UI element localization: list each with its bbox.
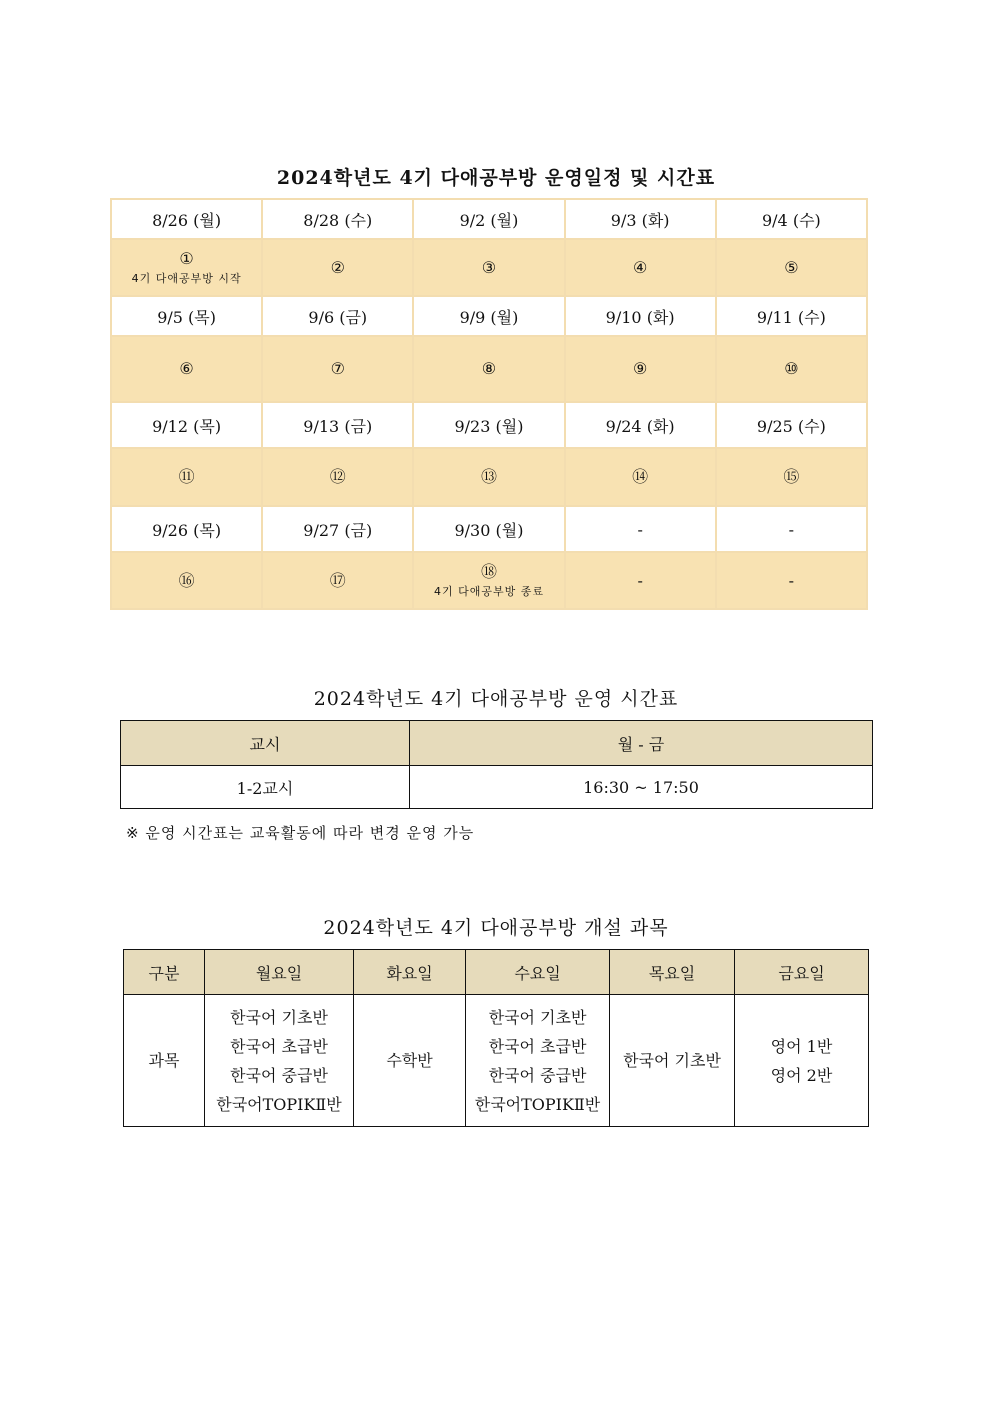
session-row: [111, 448, 867, 506]
date-cell: 9/25 (수): [716, 402, 867, 448]
course-header: 화요일: [354, 950, 466, 995]
session-number: ⑮: [783, 467, 800, 486]
course-cell-thursday: [610, 995, 735, 1127]
course-header: 수요일: [466, 950, 610, 995]
course-item: 한국어 초급반: [488, 1036, 587, 1056]
session-number: ⑫: [329, 467, 346, 486]
course-item: 한국어 기초반: [230, 1007, 328, 1027]
date-cell: -: [565, 506, 716, 552]
session-row: [111, 239, 867, 296]
date-cell: 8/26 (월): [111, 199, 262, 239]
date-cell: 9/6 (금): [262, 296, 413, 336]
timetable-cell: 16:30 ~ 17:50: [410, 766, 873, 809]
session-number: ⑧: [481, 359, 497, 378]
courses-title: 2024학년도 4기 다애공부방 개설 과목: [323, 917, 669, 939]
date-cell: 9/12 (목): [111, 402, 262, 448]
schedule-table: [110, 198, 868, 610]
date-row: [111, 199, 867, 239]
date-cell: 9/5 (목): [111, 296, 262, 336]
date-cell: 8/28 (수): [262, 199, 413, 239]
session-number: ⑩: [784, 359, 799, 378]
date-cell: 9/26 (목): [111, 506, 262, 552]
date-cell: 9/9 (월): [413, 296, 564, 336]
session-note: 4기 다애공부방 시작: [131, 271, 242, 285]
session-number: ⑥: [179, 359, 194, 378]
schedule-title: 2024학년도 4기 다애공부방 운영일정 및 시간표: [276, 167, 716, 189]
session-number: ⑬: [480, 467, 497, 486]
date-cell: 9/13 (금): [262, 402, 413, 448]
timetable-title: 2024학년도 4기 다애공부방 운영 시간표: [313, 688, 679, 710]
courses-table: [123, 949, 869, 1127]
timetable-footnote: ※ 운영 시간표는 교육활동에 따라 변경 운영 가능: [126, 824, 475, 842]
date-cell: 9/24 (화): [565, 402, 716, 448]
session-cell: [716, 336, 867, 402]
course-item: 한국어TOPIKⅡ반: [216, 1094, 342, 1114]
session-number: ⑯: [178, 570, 195, 590]
timetable-table: [120, 720, 873, 809]
session-number: -: [637, 570, 643, 590]
course-header: 월요일: [205, 950, 354, 995]
course-cell-wednesday: [466, 995, 610, 1127]
course-item: 영어 2반: [770, 1065, 833, 1085]
session-cell: [716, 552, 867, 609]
course-cell-monday: [205, 995, 354, 1127]
date-row: [111, 506, 867, 552]
session-cell: [262, 336, 413, 402]
course-item: 한국어 기초반: [623, 1051, 721, 1070]
session-cell: [262, 448, 413, 506]
session-number: ⑰: [329, 570, 346, 590]
course-item: 한국어 중급반: [230, 1065, 328, 1085]
course-item: 한국어 기초반: [488, 1007, 587, 1027]
session-number: ④: [632, 257, 648, 277]
course-item: 영어 1반: [770, 1036, 833, 1056]
session-cell: [111, 336, 262, 402]
course-cell-tuesday: [354, 995, 466, 1127]
session-number: ⑪: [178, 467, 195, 486]
session-cell: [413, 239, 564, 296]
session-row: [111, 336, 867, 402]
session-cell: [262, 552, 413, 609]
session-cell: [111, 552, 262, 609]
timetable-cell: 1-2교시: [121, 766, 410, 809]
session-cell: [262, 239, 413, 296]
session-number: ⑨: [632, 359, 648, 378]
date-cell: 9/11 (수): [716, 296, 867, 336]
date-cell: 9/3 (화): [565, 199, 716, 239]
session-number: -: [788, 570, 795, 590]
session-cell: [565, 336, 716, 402]
session-number: ⑦: [330, 359, 345, 378]
course-item: 한국어 중급반: [488, 1065, 587, 1085]
course-item: 한국어TOPIKⅡ반: [474, 1094, 601, 1114]
session-cell: [565, 239, 716, 296]
date-row: [111, 296, 867, 336]
session-number: ②: [330, 257, 345, 277]
session-cell: [565, 552, 716, 609]
session-row: [111, 552, 867, 609]
session-number: ⑭: [632, 467, 649, 486]
timetable-header: 월 - 금: [410, 721, 873, 766]
session-number: ⑤: [784, 257, 799, 277]
session-cell: [413, 336, 564, 402]
date-cell: 9/27 (금): [262, 506, 413, 552]
session-cell: [111, 448, 262, 506]
session-cell: [413, 448, 564, 506]
session-cell: [111, 239, 262, 296]
course-row-label: 과목: [124, 995, 205, 1127]
session-number: ③: [481, 257, 497, 277]
session-number: ①: [179, 248, 194, 268]
course-cell-friday: [735, 995, 869, 1127]
session-cell: [565, 448, 716, 506]
session-cell: [716, 448, 867, 506]
session-note: 4기 다애공부방 종료: [433, 584, 544, 598]
date-cell: 9/30 (월): [413, 506, 564, 552]
session-number: ⑱: [480, 561, 497, 581]
date-cell: 9/23 (월): [413, 402, 564, 448]
date-cell: 9/2 (월): [413, 199, 564, 239]
date-cell: 9/4 (수): [716, 199, 867, 239]
course-header: 목요일: [610, 950, 735, 995]
date-row: [111, 402, 867, 448]
course-item: 한국어 초급반: [230, 1036, 328, 1056]
course-header: 구분: [124, 950, 205, 995]
session-cell: [413, 552, 564, 609]
date-cell: 9/10 (화): [565, 296, 716, 336]
session-cell: [716, 239, 867, 296]
course-item: 수학반: [386, 1051, 433, 1070]
course-header: 금요일: [735, 950, 869, 995]
date-cell: -: [716, 506, 867, 552]
timetable-header: 교시: [121, 721, 410, 766]
